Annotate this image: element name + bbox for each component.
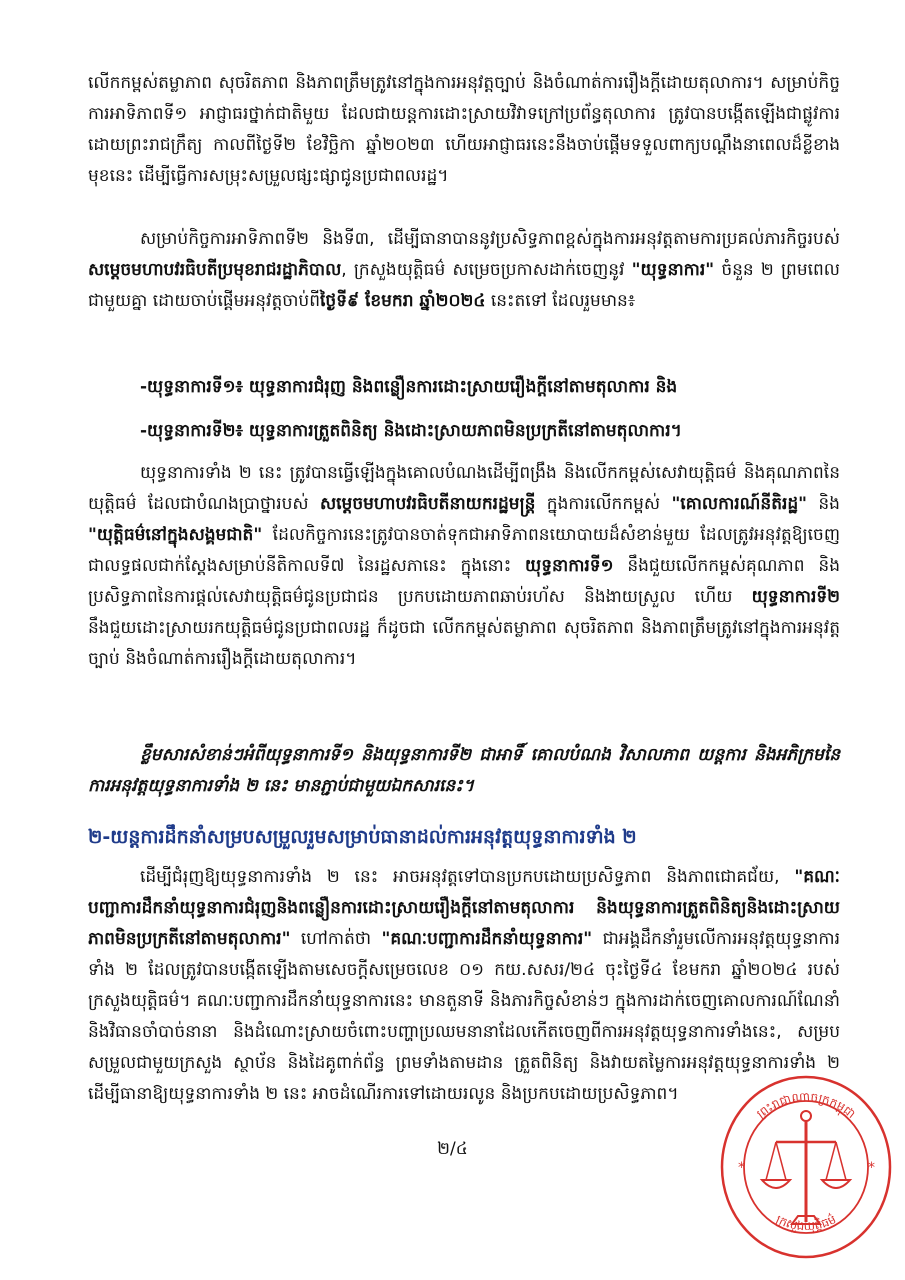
p3-part-i: នឹងជួយលើកកម្ពស់គុណភាព និងប្រសិទ្ធភាពនៃការផ្តល់សេវាយុត្តិធម៌ជូនប្រជាជន ប្រកបដោយភាពឆាប់រហ័ស និងងាយស្រួល ហើយ [88, 556, 840, 607]
p2-start-date: ថ្ងៃទី៩ ខែមករា ឆ្នាំ២០២៤ [320, 291, 486, 311]
p3-rule-of-law: "គោលការណ៍នីតិរដ្ឋ" [671, 494, 808, 514]
paragraph-purpose [88, 458, 840, 675]
paragraph-2-text [88, 224, 840, 317]
p3-part-c: ក្នុងការលើកកម្ពស់ [535, 494, 672, 514]
campaign-item-2: -យុទ្ធនាការទី២៖ យុទ្ធនាការត្រួតពិនិត្យ និងដោះស្រាយភាពមិនប្រក្រតីនៅតាមតុលាការ។ [140, 421, 682, 441]
p2-campaign-term: "យុទ្ធនាការ" [631, 260, 715, 280]
seal-top-text: ព្រះរាជាណាចក្រកម្ពុជា [753, 1089, 859, 1122]
p3-justice-society: "យុត្តិធម៌នៅក្នុងសង្គមជាតិ" [88, 525, 263, 545]
p3-campaign-2: យុទ្ធនាការទី២ [751, 587, 840, 607]
campaign-item-1: -យុទ្ធនាការទី១៖ យុទ្ធនាការជំរុញ និងពន្លឿនការដោះស្រាយរឿងក្តីនៅតាមតុលាការ និង [140, 377, 678, 397]
ministry-seal-icon [718, 1072, 894, 1262]
p5-part-a: ដើម្បីជំរុញឱ្យយុទ្ធនាការទាំង ២ នេះ អាចអនុវត្តទៅបានប្រកបដោយប្រសិទ្ធភាព និងភាពជោគជ័យ, [140, 867, 795, 887]
paragraph-3-text [88, 458, 840, 675]
p3-part-g: ដែលកិច្ចការនេះត្រូវបានចាត់ទុកជាអាទិភាពនយោបាយដ៏សំខាន់មួយ ដែលត្រូវអនុវត្តឱ្យចេញជាលទ្ធផលជាក់ស្តែងសម្រាប់នីតិកាលទី៧ នៃរដ្ឋសភានេះ ក្នុងនោះ [88, 525, 840, 576]
paragraph-transparency [88, 68, 840, 192]
section-heading-2: ២-យន្តការដឹកនាំសម្របសម្រួលរួមសម្រាប់ធានាដល់ការអនុវត្តយុទ្ធនាការទាំង ២ [88, 826, 637, 848]
p2-part-g: នេះតទៅ ដែលរួមមាន៖ [485, 291, 636, 311]
paragraph-attachment-note [88, 740, 840, 802]
svg-text:ព្រះរាជាណាចក្រកម្ពុជា [754, 1090, 858, 1122]
paragraph-4-text: ខ្លឹមសារសំខាន់ៗអំពីយុទ្ធនាការទី១ និងយុទ្ធនាការទី២ ជាអាទិ៍ គោលបំណង វិសាលភាព យន្តការ និងអភិក្រមនៃការអនុវត្តយុទ្ធនាការទាំង ២ នេះ មានភ្ជាប់ជាមួយឯកសារនេះ។ [88, 745, 840, 796]
paragraph-1-text: លើកកម្ពស់តម្លាភាព សុចរិតភាព និងភាពត្រឹមត្រូវនៅក្នុងការអនុវត្តច្បាប់ និងចំណាត់ការរឿងក្តីដោយតុលាការ។ សម្រាប់កិច្ចការអាទិភាពទី១ អាជ្ញាធរថ្នាក់ជាតិមួយ ដែលជាយន្តការដោះស្រាយវិវាទក្រៅប្រព័ន្ធតុលាការ ត្រូវបានបង្កើតឡើងជាផ្លូវការដោយព្រះរាជក្រឹត្យ កាលពីថ្ងៃទី២ ខែវិច្ឆិកា ឆ្នាំ២០២៣ ហើយអាជ្ញាធរនេះនឹងចាប់ផ្តើមទទួលពាក្យបណ្តឹងនាពេលដ៏ខ្លីខាងមុខនេះ ដើម្បីធ្វើការសម្រុះសម្រួលផ្សះផ្សាជូនប្រជាពលរដ្ឋ។ [88, 73, 840, 186]
svg-text:*: * [868, 1160, 875, 1176]
page-number: ២/៤ [437, 1139, 468, 1159]
p5-committee-short-name: "គណៈបញ្ជាការដឹកនាំយុទ្ធនាការ" [381, 929, 593, 949]
p3-prime-minister-title: សម្តេចមហាបវរធិបតីនាយករដ្ឋមន្ត្រី [319, 494, 536, 514]
p5-part-c: ហៅកាត់ថា [290, 929, 382, 949]
paragraph-priorities [88, 224, 840, 317]
p5-part-e: ជាអង្គដឹកនាំរួមលើការអនុវត្តយុទ្ធនាការទាំង ២ ដែលត្រូវបានបង្កើតឡើងតាមសេចក្តីសម្រេចលេខ ០១ កយ.សសរ/២៤ ចុះថ្ងៃទី៤ ខែមករា ឆ្នាំ២០២៤ របស់ក្រសួងយុត្តិធម៌។ គណៈបញ្ជាការដឹកនាំយុទ្ធនាការនេះ មានតួនាទី និងភារកិច្ចសំខាន់ៗ ក្នុងការដាក់ចេញគោលការណ៍ណែនាំ និងវិធានចាំបាច់នានា និងដំណោះស្រាយចំពោះបញ្ហាប្រឈមនានាដែលកើតចេញពីការអនុវត្តយុទ្ធនាការទាំងនេះ, សម្របសម្រួលជាមួយក្រសួង ស្ថាប័ន និងដៃគូពាក់ព័ន្ធ ព្រមទាំងតាមដាន ត្រួតពិនិត្យ និងវាយតម្លៃការអនុវត្តយុទ្ធនាការទាំង ២ ដើម្បីធានាឱ្យយុទ្ធនាការទាំង ២ នេះ អាចដំណើរការទៅដោយរលូន និងប្រកបដោយប្រសិទ្ធភាព។ [88, 929, 840, 1104]
p3-part-e: និង [807, 494, 840, 514]
p3-campaign-1: យុទ្ធនាការទី១ [525, 556, 614, 576]
seal-bottom-text: ក្រសួងយុត្តិធម៌ [773, 1212, 839, 1234]
p3-part-k: នឹងជួយដោះស្រាយរកយុត្តិធម៌ជូនប្រជាពលរដ្ឋ ក៏ដូចជា លើកកម្ពស់តម្លាភាព សុចរិតភាព និងភាពត្រឹមត្រូវនៅក្នុងការអនុវត្តច្បាប់ និងចំណាត់ការរឿងក្តីដោយតុលាការ។ [88, 618, 840, 669]
p5-committee-full-name: "គណៈបញ្ជាការដឹកនាំយុទ្ធនាការជំរុញនិងពន្លឿនការដោះស្រាយរឿងក្តីនៅតាមតុលាការ និងយុទ្ធនាការត្រួតពិនិត្យនិងដោះស្រាយភាពមិនប្រក្រតីនៅតាមតុលាការ" [88, 867, 840, 949]
svg-text:*: * [738, 1160, 745, 1176]
p2-part-e: ចំនួន ២ ព្រមពេលជាមួយគ្នា ដោយចាប់ផ្តើមអនុវត្តចាប់ពី [88, 260, 840, 311]
p2-prime-minister-title: សម្តេចមហាបវរធិបតីប្រមុខរាជរដ្ឋាភិបាល [88, 260, 342, 280]
p3-part-a: យុទ្ធនាការទាំង ២ នេះ ត្រូវបានធ្វើឡើងក្នុងគោលបំណងដើម្បីពង្រឹង និងលើកកម្ពស់សេវាយុត្តិធម៌ និងគុណភាពនៃយុត្តិធម៌ ដែលជាបំណងប្រាថ្នារបស់ [88, 463, 840, 514]
p2-part-c: , ក្រសួងយុត្តិធម៌ សម្រេចប្រកាសដាក់ចេញនូវ [341, 260, 632, 280]
p2-part-a: សម្រាប់កិច្ចការអាទិភាពទី២ និងទី៣, ដើម្បីធានាបាននូវប្រសិទ្ធភាពខ្ពស់ក្នុងការអនុវត្តតាមការប្រគល់ភារកិច្ចរបស់ [140, 229, 840, 249]
